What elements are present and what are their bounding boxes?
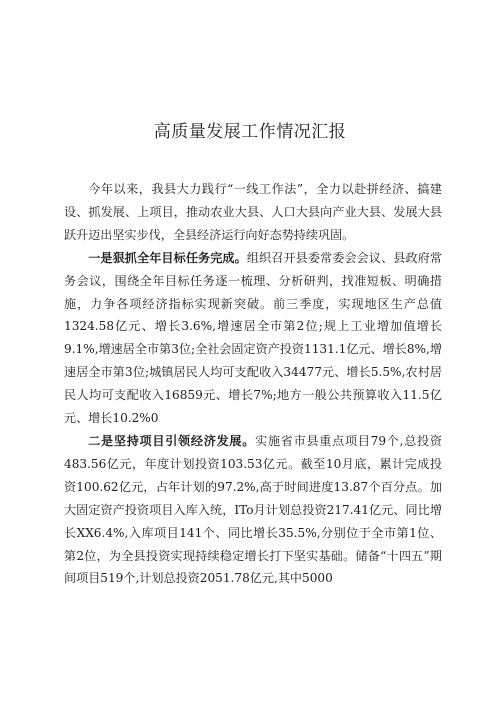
- paragraph-text: 实施省市县重点项目79个,总投资483.56亿元，年度计划投资103.53亿元。截至10月底，累计完成投资100.62亿元，占年计划的97.2%,高于时间进度13.87个百分点。加大固定资产投资项目入库入统，ITo月计划总投资217.41亿元、同比增长XX6.4%,入库项目141个、同比增长35.5%,分别位于全市第1位、第2位，为全县投资实现持续稳定增长打下坚实基础。储备“十四五”期间项目519个,计划总投资2051.78亿元,其中5000: [64, 433, 442, 586]
- document-title: 高质量发展工作情况汇报: [153, 122, 347, 142]
- intro-paragraph: [64, 178, 442, 247]
- document-body: [64, 178, 442, 590]
- section-2-heading: 二是坚持项目引领经济发展。: [88, 433, 256, 448]
- paragraph-text: 组织召开县委常委会会议、县政府常务会议，围绕全年目标任务逐一梳理、分析研判，找准短板、明确措施，力争各项经济指标实现新突破。前三季度，实现地区生产总值1324.58亿元、增长3.6%,增速居全市第2位;规上工业增加值增长9.1%,增速居全市第3位;全社会固定资产投资1131.1亿元、增长8%,增速居全市第3位;城镇居民人均可支配收入34477元、增长5.5%,农村居民人均可支配收入16859元、增长7%;地方一般公共预算收入11.5亿元、增长10.2%0: [64, 250, 442, 426]
- paragraph-text: 今年以来，我县大力践行“一线工作法”，全力以赴拼经济、搞建设、抓发展、上项目，推动农业大县、人口大县向产业大县、发展大县跃升迈出坚实步伐，全县经济运行向好态势持续巩固。: [64, 182, 442, 242]
- section-2-paragraph: [64, 430, 442, 590]
- section-1-heading: 一是狠抓全年目标任务完成。: [88, 250, 247, 265]
- section-1-paragraph: [64, 247, 442, 430]
